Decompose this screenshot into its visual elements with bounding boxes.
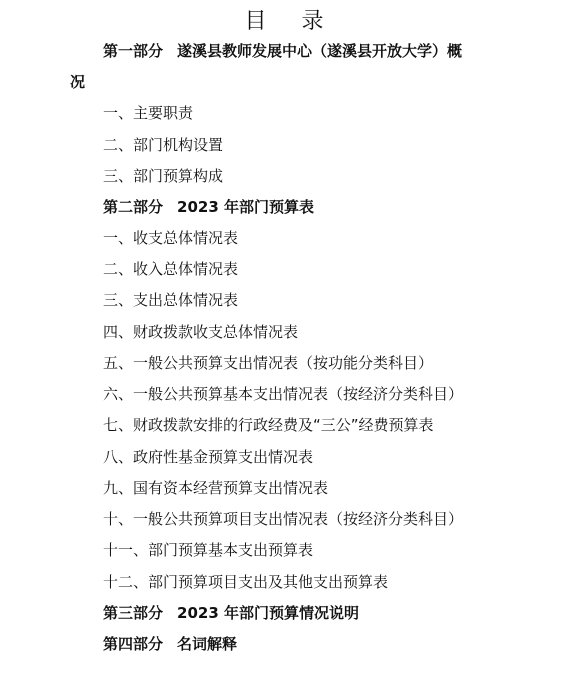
toc-part-4 (103, 635, 237, 653)
toc-part-1-label: 第一部分 (103, 42, 164, 60)
toc-item: 十、一般公共预算项目支出情况表（按经济分类科目） (103, 510, 464, 528)
toc-item: 一、收支总体情况表 (103, 229, 239, 247)
page-title: 目 录 (244, 9, 338, 34)
toc-part-2-label: 第二部分 (103, 198, 164, 216)
toc-item: 八、政府性基金预算支出情况表 (103, 448, 314, 466)
toc-part-1-title: 遂溪县教师发展中心（遂溪县开放大学）概 (177, 42, 463, 60)
toc-item: 一、主要职责 (103, 104, 194, 122)
toc-part-3-title: 2023 年部门预算情况说明 (177, 604, 359, 622)
toc-item: 四、财政拨款收支总体情况表 (103, 323, 299, 341)
toc-part-4-label: 第四部分 (103, 635, 164, 653)
toc-part-3 (103, 604, 359, 622)
toc-item: 六、一般公共预算基本支出情况表（按经济分类科目） (103, 385, 464, 403)
toc-item: 五、一般公共预算支出情况表（按功能分类科目） (103, 354, 434, 372)
toc-item: 三、支出总体情况表 (103, 291, 239, 309)
toc-item: 三、部门预算构成 (103, 167, 224, 185)
toc-item: 二、部门机构设置 (103, 136, 224, 154)
toc-part-4-title: 名词解释 (177, 635, 238, 653)
toc-part-3-label: 第三部分 (103, 604, 164, 622)
toc-item: 七、财政拨款安排的行政经费及“三公”经费预算表 (103, 416, 434, 434)
toc-part-2 (103, 198, 314, 216)
toc-part-1-title-continued: 况 (70, 73, 86, 91)
toc-item: 十一、部门预算基本支出预算表 (103, 541, 314, 559)
toc-item: 二、收入总体情况表 (103, 260, 239, 278)
toc-part-2-title: 2023 年部门预算表 (177, 198, 314, 216)
toc-item: 十二、部门预算项目支出及其他支出预算表 (103, 573, 389, 591)
toc-part-1 (103, 42, 462, 60)
toc-item: 九、国有资本经营预算支出情况表 (103, 479, 329, 497)
